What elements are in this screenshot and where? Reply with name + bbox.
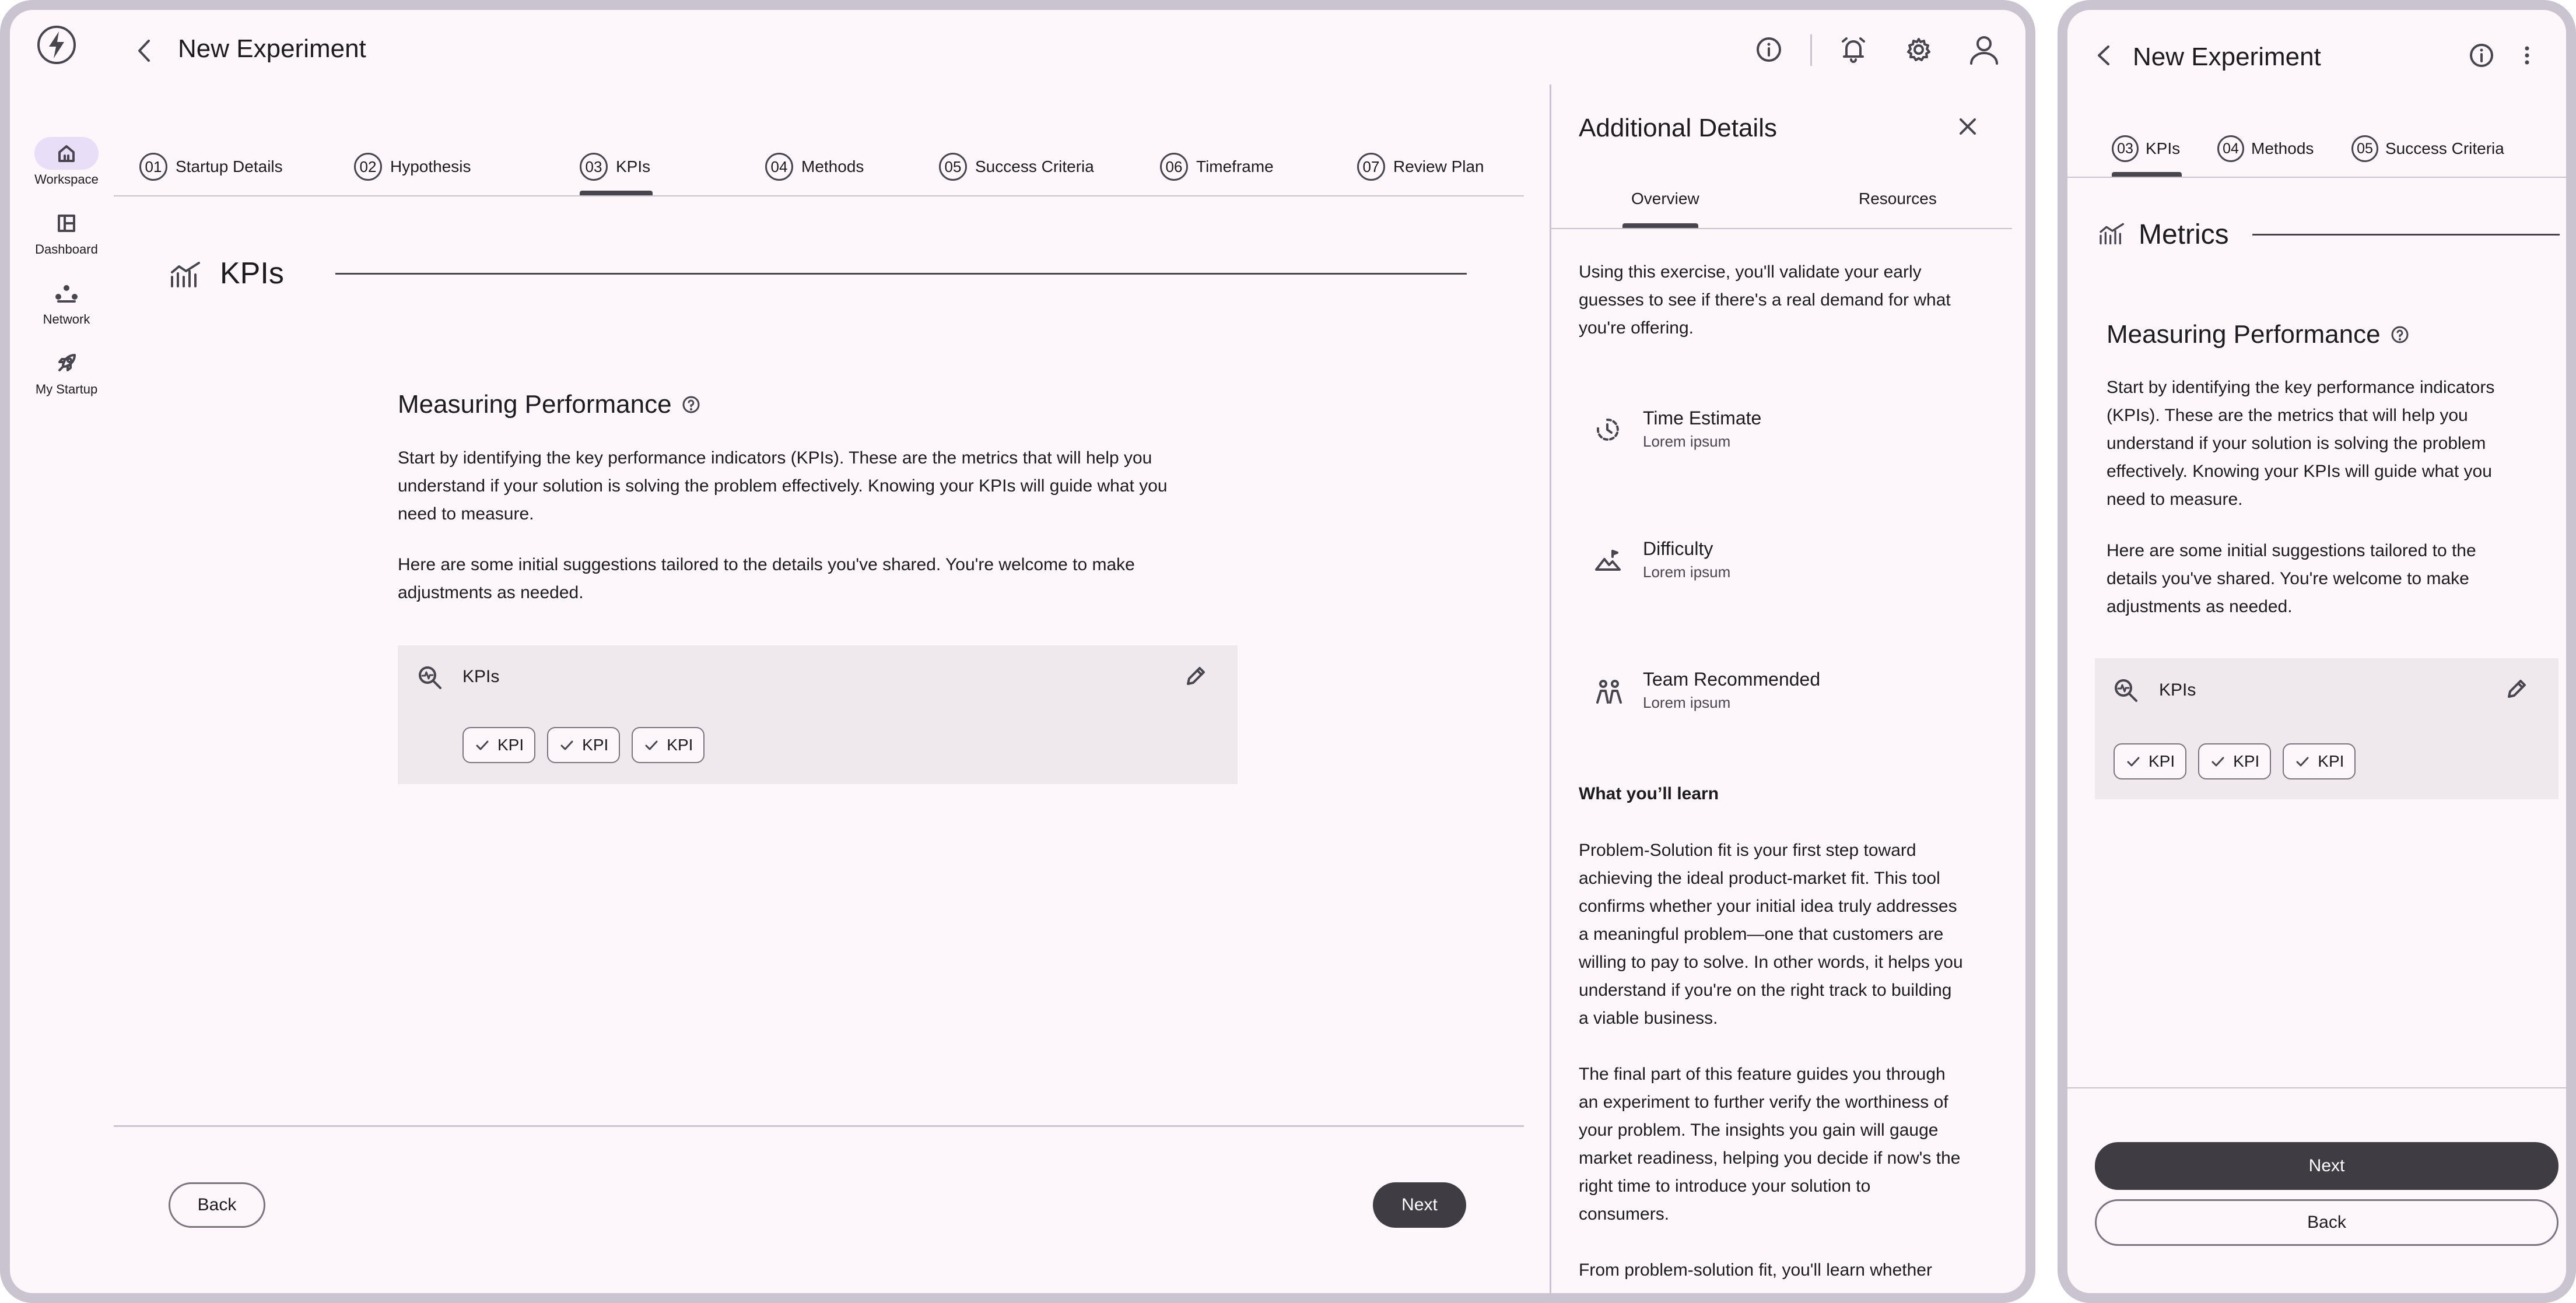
detail-time-estimate: [1643, 408, 1761, 451]
rail-item-dashboard[interactable]: [17, 207, 116, 257]
text-line: adjustments as needed.: [2107, 597, 2293, 616]
text-line: guesses to see if there's a real demand for what: [1579, 290, 1951, 310]
kpi-chip[interactable]: [462, 727, 535, 763]
kpi-chip[interactable]: [547, 727, 620, 763]
step-number: 07: [1357, 153, 1385, 181]
text-line: your problem. The insights you gain will gauge: [1579, 1121, 1939, 1140]
measuring-performance-heading: [398, 390, 701, 419]
check-icon: [2210, 753, 2226, 770]
back-arrow-icon[interactable]: [132, 36, 156, 65]
kpi-chip[interactable]: [2114, 743, 2186, 779]
close-icon[interactable]: [1955, 114, 1981, 139]
kpi-chip[interactable]: [632, 727, 705, 763]
network-icon: [34, 277, 99, 310]
kpi-card: [2095, 658, 2559, 799]
panel-divider: [1550, 85, 1551, 1303]
measuring-performance-heading: [2107, 320, 2410, 349]
detail-team-recommended: [1643, 669, 1820, 712]
trending-chart-icon: [2098, 221, 2127, 247]
text-line: a viable business.: [1579, 1009, 1718, 1028]
suggestions-paragraph: [398, 551, 1249, 607]
tab-overview[interactable]: Overview: [1631, 189, 1699, 208]
alarm-bell-icon[interactable]: [1838, 34, 1869, 65]
step-kpis[interactable]: [580, 153, 650, 181]
rail-label: Network: [43, 312, 90, 326]
rail-label: Workspace: [34, 172, 99, 187]
kpi-chip[interactable]: [2283, 743, 2356, 779]
rail-item-network[interactable]: [17, 277, 116, 327]
user-account-icon[interactable]: [1967, 32, 2002, 67]
text-line: Problem-Solution fit is your first step toward: [1579, 841, 1916, 860]
step-success-criteria[interactable]: [2351, 135, 2504, 162]
step-label: Success Criteria: [2385, 139, 2504, 157]
detail-title: Difficulty: [1643, 538, 1713, 559]
tab-resources[interactable]: Resources: [1859, 189, 1937, 208]
detail-subtitle: Lorem ipsum: [1643, 694, 1731, 711]
rail-item-my-startup[interactable]: [17, 347, 116, 397]
footer-divider: [2067, 1087, 2566, 1088]
detail-subtitle: Lorem ipsum: [1643, 563, 1731, 581]
kpi-search-icon: [416, 664, 443, 691]
text-line: an experiment to further verify the worthiness of: [1579, 1093, 1948, 1112]
team-icon: [1594, 678, 1624, 706]
chip-label: KPI: [2233, 752, 2260, 770]
text-line: a meaningful problem—one that customers are: [1579, 925, 1944, 944]
section-title: KPIs: [220, 257, 284, 290]
detail-difficulty: [1643, 538, 1730, 581]
mountain-difficulty-icon: [1594, 547, 1622, 574]
step-hypothesis[interactable]: [354, 153, 471, 181]
check-icon: [474, 737, 490, 753]
text-line: willing to pay to solve. In other words, it helps you: [1579, 953, 1963, 972]
step-label: Hypothesis: [390, 157, 471, 175]
step-label: Methods: [801, 157, 864, 175]
text-line: market readiness, helping you decide if now's the: [1579, 1149, 1961, 1168]
step-number: 04: [2217, 135, 2244, 162]
app-logo[interactable]: [36, 24, 77, 65]
step-label: Review Plan: [1393, 157, 1484, 175]
kpi-chip-list: [2114, 743, 2356, 779]
step-review-plan[interactable]: [1357, 153, 1484, 181]
learn-paragraph-1: [1579, 837, 1999, 1032]
dashboard-icon: [34, 207, 99, 240]
page-title: New Experiment: [2133, 43, 2321, 71]
kpi-chip[interactable]: [2198, 743, 2271, 779]
text-line: consumers.: [1579, 1204, 1670, 1224]
check-icon: [559, 737, 575, 753]
next-button[interactable]: Next: [2095, 1142, 2559, 1190]
text-line: Using this exercise, you'll validate your early: [1579, 262, 1922, 282]
section-rule: [335, 273, 1467, 275]
kpi-card-title: KPIs: [462, 667, 500, 686]
step-label: Startup Details: [176, 157, 283, 175]
kpi-card-title: KPIs: [2159, 680, 2196, 700]
step-number: 03: [580, 153, 608, 181]
text-line: (KPIs). These are the metrics that will help you: [2107, 406, 2468, 425]
help-icon[interactable]: [2390, 325, 2410, 345]
text-line: Start by identifying the key performance indicators (KPIs). These are the metrics that will help you: [398, 448, 1152, 468]
edit-pencil-icon[interactable]: [2503, 676, 2530, 703]
step-kpis[interactable]: [2112, 135, 2180, 162]
text-line: adjustments as needed.: [398, 583, 584, 602]
step-number: 06: [1160, 153, 1188, 181]
stepper-divider: [114, 195, 1524, 196]
chip-label: KPI: [497, 736, 524, 754]
step-number: 05: [2351, 135, 2378, 162]
trending-chart-icon: [169, 259, 204, 290]
text-line: Start by identifying the key performance indicators: [2107, 378, 2495, 397]
chip-label: KPI: [2318, 752, 2344, 770]
text-line: understand if your solution is solving the problem: [2107, 434, 2486, 453]
step-success-criteria[interactable]: [939, 153, 1094, 181]
more-vert-icon[interactable]: [2521, 41, 2533, 69]
rocket-icon: [34, 347, 99, 380]
stepper-divider: [2067, 177, 2566, 178]
learn-paragraph-3: From problem-solution fit, you'll learn whether: [1579, 1260, 1932, 1280]
what-youll-learn-heading: What you’ll learn: [1579, 784, 1719, 803]
text-line: details you've shared. You're welcome to make: [2107, 569, 2469, 588]
step-number: 05: [939, 153, 967, 181]
chip-label: KPI: [667, 736, 693, 754]
step-methods[interactable]: [765, 153, 864, 181]
panel-intro: [1579, 258, 1999, 342]
section-title: Metrics: [2139, 219, 2229, 250]
step-label: KPIs: [2146, 139, 2181, 157]
gear-icon[interactable]: [1904, 34, 1934, 65]
section-rule: [2252, 234, 2560, 236]
next-button[interactable]: Next: [1373, 1182, 1466, 1228]
intro-paragraph: [398, 444, 1249, 528]
text-line: Here are some initial suggestions tailored to the: [2107, 541, 2476, 560]
step-label: Timeframe: [1196, 157, 1274, 175]
step-startup-details[interactable]: [139, 153, 283, 181]
suggestions-paragraph: [2107, 537, 2550, 621]
text-line: Here are some initial suggestions tailored to the details you've shared. You're welcome to make: [398, 555, 1135, 574]
text-line: understand if your solution is solving the problem effectively. Knowing your KPIs will guide what you: [398, 476, 1168, 496]
step-label: Success Criteria: [975, 157, 1094, 175]
page-title: New Experiment: [178, 34, 366, 63]
back-button[interactable]: Back: [2095, 1199, 2559, 1246]
info-icon[interactable]: [2468, 41, 2496, 69]
heading-text: Measuring Performance: [398, 390, 672, 419]
step-methods[interactable]: [2217, 135, 2314, 162]
check-icon: [643, 737, 660, 753]
step-number: 01: [139, 153, 167, 181]
check-icon: [2125, 753, 2142, 770]
step-number: 02: [354, 153, 382, 181]
kpi-search-icon: [2112, 677, 2139, 704]
text-line: The final part of this feature guides you through: [1579, 1065, 1946, 1084]
text-line: right time to introduce your solution to: [1579, 1176, 1871, 1196]
text-line: need to measure.: [398, 504, 534, 524]
check-icon: [2294, 753, 2311, 770]
text-line: need to measure.: [2107, 490, 2243, 509]
step-label: KPIs: [616, 157, 651, 175]
step-timeframe[interactable]: [1160, 153, 1274, 181]
header-divider: [1810, 34, 1812, 66]
panel-tab-divider: [1551, 228, 2012, 229]
rail-label: Dashboard: [35, 242, 98, 257]
info-icon[interactable]: [1754, 34, 1784, 65]
rail-item-workspace[interactable]: [17, 137, 116, 187]
footer-divider: [114, 1125, 1524, 1127]
detail-subtitle: Lorem ipsum: [1643, 433, 1731, 450]
text-line: understand if you're on the right track to building: [1579, 981, 1952, 1000]
step-label: Methods: [2251, 139, 2314, 157]
text-line: confirms whether your initial idea truly addresses: [1579, 897, 1957, 916]
heading-text: Measuring Performance: [2107, 320, 2381, 349]
intro-paragraph: [2107, 374, 2550, 514]
detail-title: Team Recommended: [1643, 669, 1821, 690]
mobile-screen: [2058, 0, 2576, 1303]
back-button[interactable]: Back: [169, 1182, 265, 1228]
timer-icon: [1594, 416, 1621, 443]
text-line: effectively. Knowing your KPIs will guide what you: [2107, 462, 2492, 481]
kpi-chip-list: [462, 727, 705, 763]
step-number: 03: [2112, 135, 2139, 162]
chip-label: KPI: [582, 736, 609, 754]
rail-label: My Startup: [35, 382, 98, 396]
active-step-indicator: [580, 191, 653, 195]
step-number: 04: [765, 153, 793, 181]
detail-title: Time Estimate: [1643, 408, 1762, 429]
edit-pencil-icon[interactable]: [1182, 663, 1209, 690]
help-icon[interactable]: [681, 395, 701, 415]
back-arrow-icon[interactable]: [2093, 42, 2114, 69]
panel-title: Additional Details: [1579, 114, 1777, 142]
active-tab-indicator: [1622, 223, 1698, 228]
home-icon: [34, 137, 99, 170]
text-line: achieving the ideal product-market fit. This tool: [1579, 869, 1940, 888]
chip-label: KPI: [2149, 752, 2175, 770]
learn-paragraph-2: [1579, 1060, 1999, 1228]
active-step-indicator: [2112, 172, 2182, 177]
kpi-card: [398, 645, 1238, 784]
text-line: you're offering.: [1579, 318, 1694, 338]
